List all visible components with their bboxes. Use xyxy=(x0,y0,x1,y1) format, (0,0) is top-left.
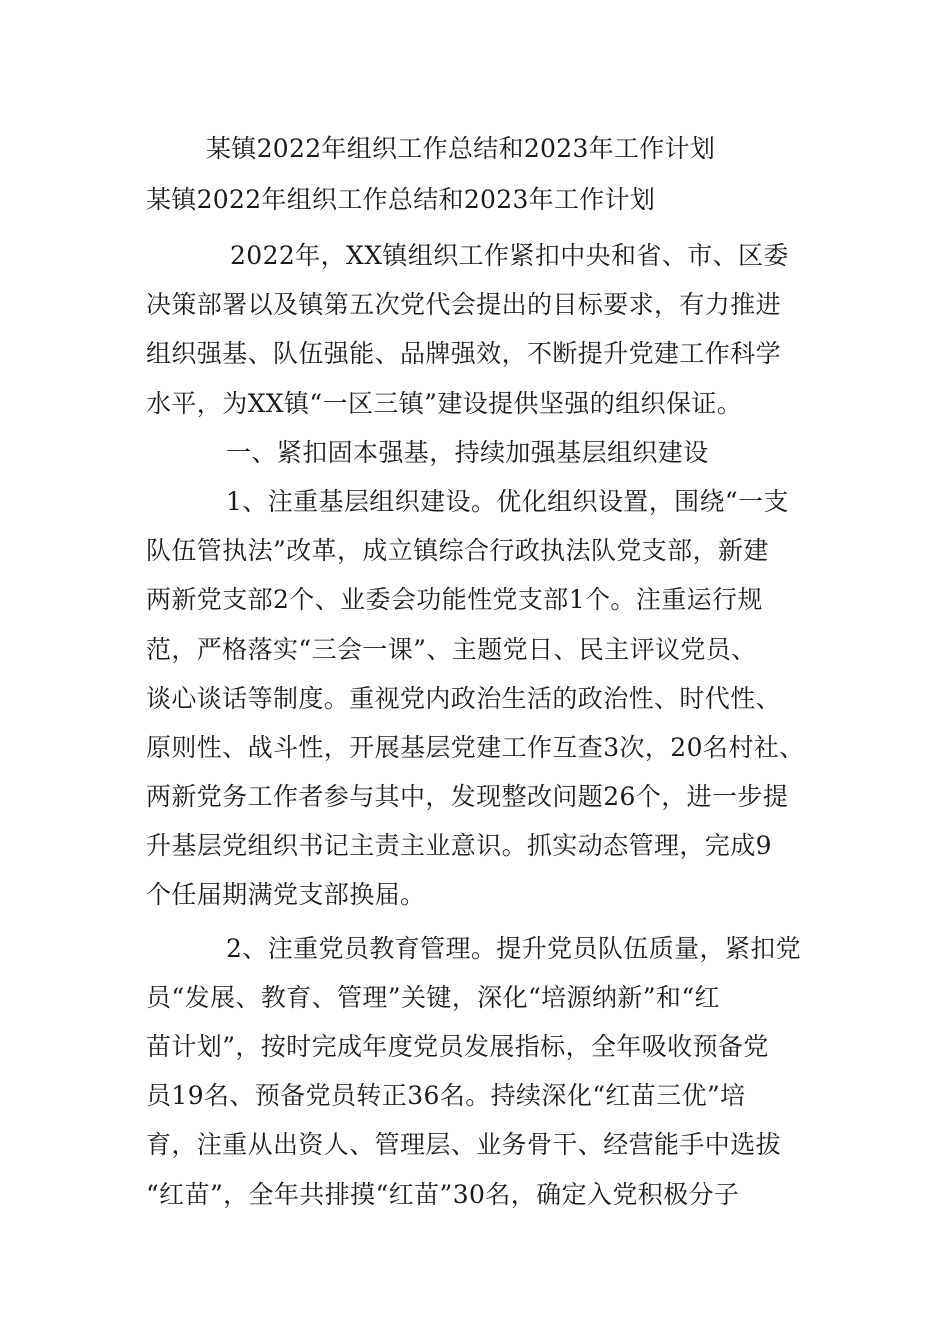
text-line: 员19名、预备党员转正36名。持续深化“红苗三优”培 xyxy=(146,1081,746,1111)
document-title: 某镇2022年组织工作总结和2023年工作计划 xyxy=(206,134,716,163)
text-line: 范，严格落实“三会一课”、主题党日、民主评议党员、 xyxy=(146,634,757,664)
text-line: 员“发展、教育、管理”关键，深化“培源纳新”和“红 xyxy=(146,982,720,1012)
text-line: 组织强基、队伍强能、品牌强效，不断提升党建工作科学 xyxy=(146,339,782,369)
text-line: 1、注重基层组织建设。优化组织设置，围绕“一支 xyxy=(226,486,789,516)
paragraph-intro xyxy=(146,231,866,428)
text-line: “红苗”，全年共排摸“红苗”30名，确定入党积极分子 xyxy=(146,1179,740,1209)
text-line: 育，注重从出资人、管理层、业务骨干、经营能手中选拔 xyxy=(146,1130,782,1160)
document-subtitle: 某镇2022年组织工作总结和2023年工作计划 xyxy=(146,185,656,214)
section-heading-text: 一、紧扣固本强基，持续加强基层组织建设 xyxy=(226,437,709,467)
text-line: 队伍管执法”改革，成立镇综合行政执法队党支部，新建 xyxy=(146,536,769,566)
text-line: 升基层党组织书记主责主业意识。抓实动态管理，完成9 xyxy=(146,831,772,861)
text-line: 2022年，XX镇组织工作紧扣中央和省、市、区委 xyxy=(230,241,789,270)
text-line: 水平，为XX镇“一区三镇”建设提供坚强的组织保证。 xyxy=(146,388,743,418)
paragraph-member-education xyxy=(146,924,866,1219)
text-line: 两新党支部2个、业委会功能性党支部1个。注重运行规 xyxy=(146,585,763,615)
text-line: 原则性、战斗性，开展基层党建工作互查3次，20名村社、 xyxy=(146,732,805,762)
document-body xyxy=(146,231,866,1219)
text-line: 两新党务工作者参与其中，发现整改问题26个，进一步提 xyxy=(146,782,789,812)
text-line: 决策部署以及镇第五次党代会提出的目标要求，有力推进 xyxy=(146,290,782,320)
section-heading xyxy=(146,428,866,477)
text-line: 苗计划”，按时完成年度党员发展指标，全年吸收预备党 xyxy=(146,1032,769,1061)
text-line: 2、注重党员教育管理。提升党员队伍质量，紧扣党 xyxy=(226,933,802,963)
text-line: 个任届期满党支部换届。 xyxy=(146,880,426,910)
text-line: 谈心谈话等制度。重视党内政治生活的政治性、时代性、 xyxy=(146,683,782,713)
paragraph-organization xyxy=(146,477,866,920)
